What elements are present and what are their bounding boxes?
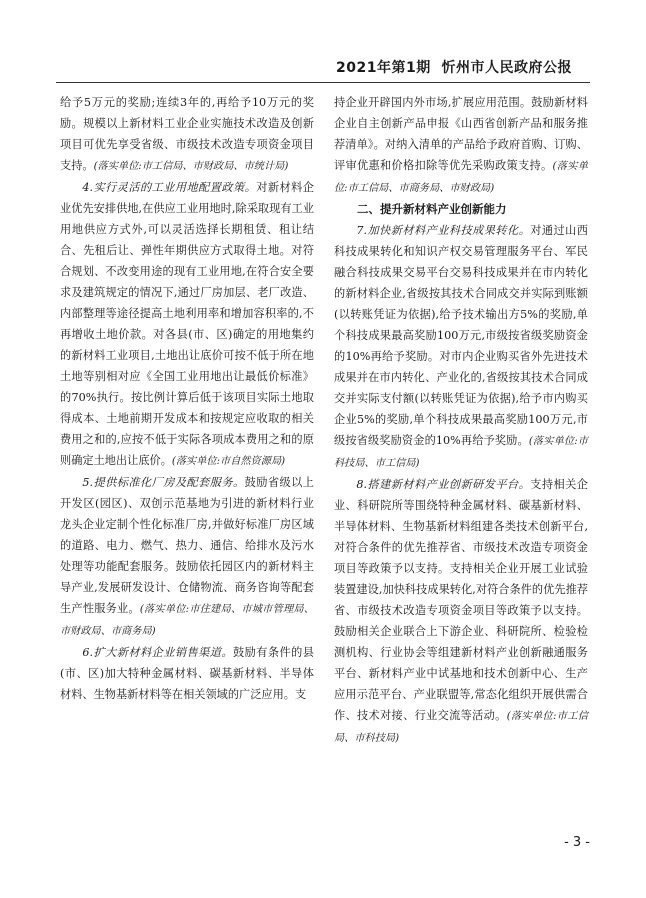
page-number: - 3 - <box>564 835 590 850</box>
responsible-units-note: (落实单位:市科技局、市工信局) <box>334 436 588 469</box>
item-heading: 5.提供标准化厂房及配套服务。 <box>82 476 245 489</box>
responsible-units-note: (落实单位:市工信局、市商务局、市财政局) <box>334 161 588 194</box>
publication-title: 忻州市人民政府公报 <box>441 60 572 76</box>
responsible-units-note: (落实单位:市住建局、市城市管理局、市财政局、市商务局) <box>60 604 314 637</box>
header-divider <box>56 82 590 83</box>
responsible-units-note: (落实单位:市工信局、市科技局) <box>334 711 588 744</box>
responsible-units-note: (落实单位:市工信局、市财政局、市统计局) <box>93 161 289 172</box>
paragraph <box>60 177 314 472</box>
paragraph-text: 持企业开辟国内外市场,扩展应用范围。鼓励新材料企业自主创新产品申报《山西省创新产品和服务推荐清单》。对纳入清单的产品给予政府首购、订购、评审优惠和价格扣除等优先采购政策支持。 <box>334 96 588 172</box>
right-column <box>334 92 588 749</box>
item-heading: 6.扩大新材料企业销售渠道。 <box>82 646 234 659</box>
paragraph-text: 鼓励有条件的县(市、区)加大特种金属材料、碳基新材料、半导体材料、生物基新材料等在相关领域的广泛应用。支 <box>60 646 314 701</box>
issue-label: 2021年第1期 <box>336 60 431 76</box>
publication-header <box>336 57 572 77</box>
paragraph <box>334 220 588 474</box>
item-heading: 7.加快新材料产业科技成果转化。 <box>356 224 531 237</box>
responsible-units-note: (落实单位:市自然资源局) <box>171 456 286 467</box>
left-column <box>60 92 314 705</box>
paragraph <box>60 472 314 642</box>
section-heading <box>334 199 588 220</box>
paragraph <box>60 92 314 177</box>
paragraph-text: 给予5万元的奖励;连续3年的,再给予10万元的奖励。规模以上新材料工业企业实施技术改造及创新项目可优先享受省级、市级技术改造专项资金项目支持。 <box>60 96 314 172</box>
section-heading-text: 二、提升新材料产业创新能力 <box>357 202 507 216</box>
paragraph <box>334 92 588 199</box>
paragraph-text: 鼓励省级以上开发区(园区)、双创示范基地为引进的新材料行业龙头企业定制个性化标准厂房,并做好标准厂房区域的道路、电力、燃气、热力、通信、给排水及污水处理等功能配套服务。鼓励依托园区内的新材料主导产业,发展研发设计、仓储物流、商务咨询等配套生产性服务业。 <box>60 476 314 615</box>
paragraph <box>60 642 314 705</box>
paragraph-text: 支持相关企业、科研院所等围绕特种金属材料、碳基新材料、半导体材料、生物基新材料组建各类技术创新平台,对符合条件的优先推荐省、市级技术改造专项资金项目等政策予以支持。支持相关企业开展工业试验装置建设,加快科技成果转化,对符合条件的优先推荐省、市级技术改造专项资金项目等政策予以支持。鼓励相关企业联合上下游企业、科研院所、检验检测机构、行业协会等组建新材料产业创新融通服务平台、新材料产业中试基地和技术创新中心、生产应用示范平台、产业联盟等,常态化组织开展供需合作、技术对接、行业交流等活动。 <box>334 478 588 722</box>
item-heading: 8.搭建新材料产业创新研发平台。 <box>356 478 531 491</box>
item-heading: 4.实行灵活的工业用地配置政策。 <box>82 181 257 194</box>
paragraph <box>334 474 588 749</box>
paragraph-text: 对通过山西科技成果转化和知识产权交易管理服务平台、军民融合科技成果交易平台交易科技成果并在市内转化的新材料企业,省级按其技术合同成交并实际到账额(以转账凭证为依据),给予技术输出方5%的奖励,单个科技成果最高奖励100万元,市级按省级奖励资金的10%再给予奖励。对市内企业购买省外先进技术成果并在市内转化、产业化的,省级按其技术合同成交并实际支付额(以转账凭证为依据),给予市内购买企业5%的奖励,单个科技成果最高奖励100万元,市级按省级奖励资金的10%再给予奖励。 <box>334 224 588 447</box>
paragraph-text: 对新材料企业优先安排供地,在供应工业用地时,除采取现有工业用地供应方式外,可以灵活选择长期租赁、租让结合、先租后让、弹性年期供应方式取得土地。对符合规划、不改变用途的现有工业用地,在符合安全要求及建筑规定的情况下,通过厂房加层、老厂改造、内部整理等途径提高土地利用率和增加容积率的,不再增收土地价款。对各县(市、区)确定的用地集约的新材料工业项目,土地出让底价可按不低于所在地土地等别相对应《全国工业用地出让最低价标准》的70%执行。按比例计算后低于该项目实际土地取得成本、土地前期开发成本和按规定应收取的相关费用之和的,应按不低于实际各项成本费用之和的原则确定土地出让底价。 <box>60 181 314 467</box>
